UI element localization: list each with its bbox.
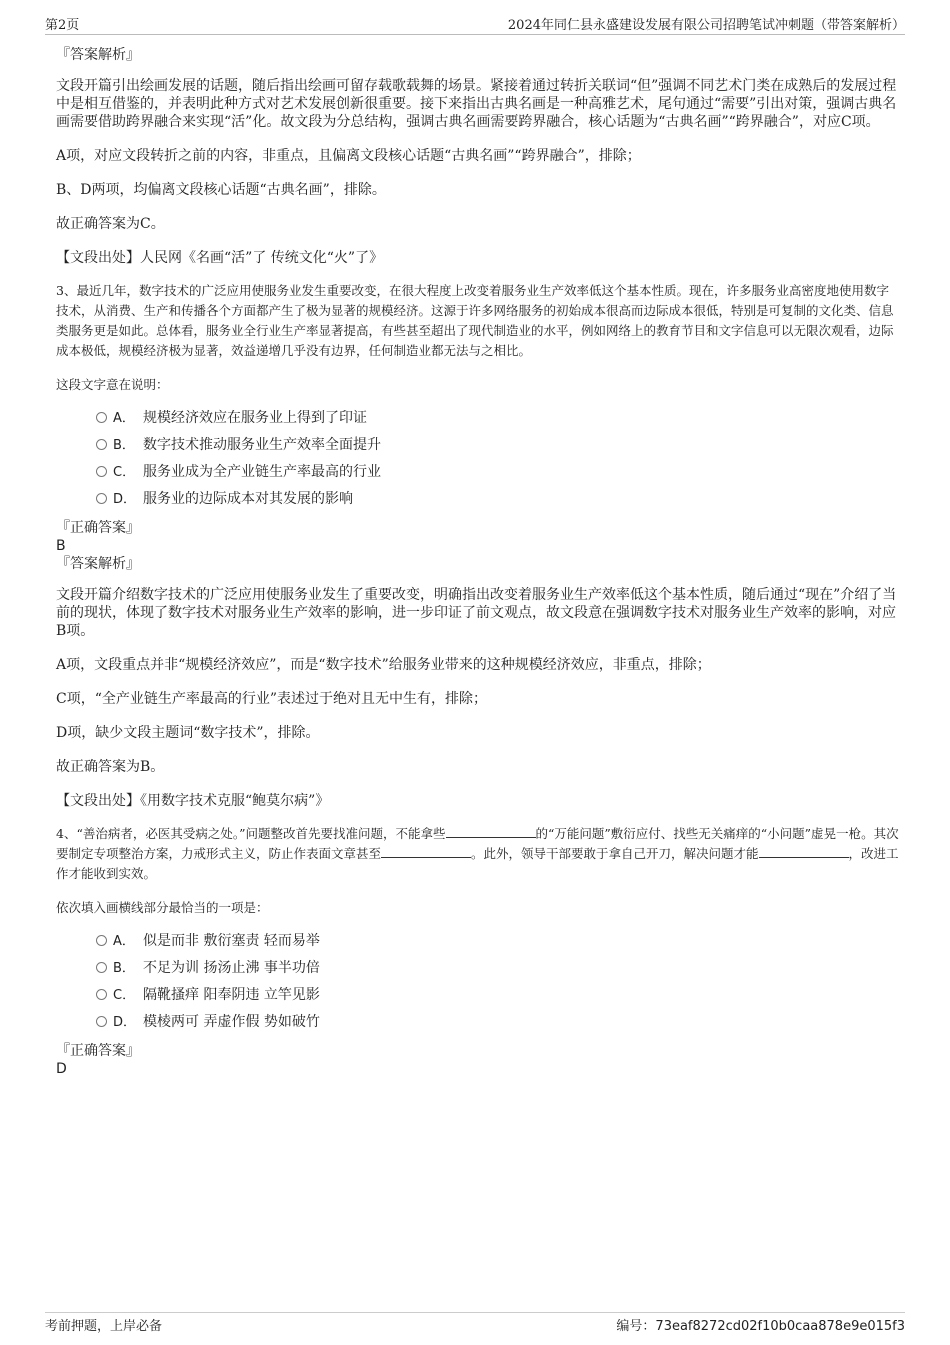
q3-analysis-title: 『答案解析』 [56, 556, 140, 572]
q4-option-d[interactable]: D． 模棱两可 弄虚作假 势如破竹 [96, 1009, 901, 1036]
document-title: 2024年同仁县永盛建设发展有限公司招聘笔试冲刺题（带答案解析） [507, 18, 905, 33]
q4-stem: 4、“善治病者，必医其受病之处。”问题整改首先要找准问题，不能拿些 的“万能问题”敷衍应付、找些无关痛痒的“小问题”虚晃一枪。其次要制定专项整治方案，力戒形式主义，防止作表面文章甚至 。此外，领导干部要敢于拿自己开刀，解决问题才能 ，改进工作才能收到实效。 [56, 826, 899, 881]
q3-option-b[interactable]: B． 数字技术推动服务业生产效率全面提升 [96, 432, 901, 459]
radio-icon[interactable] [96, 1016, 107, 1027]
q3-conclusion: 故正确答案为B。 [56, 759, 165, 775]
footer-slogan: 考前押题，上岸必备 [45, 1319, 163, 1334]
q4-option-c[interactable]: C． 隔靴搔痒 阳奉阴违 立竿见影 [96, 982, 901, 1009]
answer-blank [381, 845, 471, 858]
q2-a-note: A项，对应文段转折之前的内容，非重点，且偏离文段核心话题“古典名画”“跨界融合”，排除； [56, 148, 641, 164]
q2-conclusion: 故正确答案为C。 [56, 216, 165, 232]
q3-answer: B [56, 538, 66, 554]
page-number: 第2页 [45, 18, 80, 33]
q4-option-a[interactable]: A． 似是而非 敷衍塞责 轻而易举 [96, 928, 901, 955]
q2-analysis-title: 『答案解析』 [56, 47, 140, 63]
q3-option-c[interactable]: C． 服务业成为全产业链生产率最高的行业 [96, 459, 901, 486]
q3-prompt: 这段文字意在说明： [56, 377, 169, 392]
q3-option-d[interactable]: D． 服务业的边际成本对其发展的影响 [96, 486, 901, 513]
radio-icon[interactable] [96, 989, 107, 1000]
document-id: 编号：73eaf8272cd02f10b0caa878e9e015f3 [616, 1319, 905, 1334]
q3-stem: 3、最近几年，数字技术的广泛应用使服务业发生重要改变，在很大程度上改变着服务业生产效率低这个基本性质。现在，许多服务业高密度地使用数字技术，从消费、生产和传播各个方面都产生了极为显著的规模经济。这源于许多网络服务的初始成本很高而边际成本很低，特别是可复制的文化类、信息类服务更是如此。总体看，服务业全行业生产率显著提高，有些甚至超出了现代制造业的水平，例如网络上的教育节目和文字信息可以无限次观看，边际成本极低，规模经济极为显著，效益递增几乎没有边界，任何制造业都无法与之相比。 [56, 283, 894, 358]
radio-icon[interactable] [96, 935, 107, 946]
radio-icon[interactable] [96, 412, 107, 423]
q3-source: 【文段出处】《用数字技术克服“鲍莫尔病”》 [56, 793, 330, 809]
radio-icon[interactable] [96, 962, 107, 973]
radio-icon[interactable] [96, 439, 107, 450]
q2-source: 【文段出处】人民网《名画“活”了 传统文化“火”了》 [56, 250, 384, 266]
q3-a-note: A项，文段重点并非“规模经济效应”，而是“数字技术”给服务业带来的这种规模经济效应，非重点，排除； [56, 657, 711, 673]
q4-answer: D [56, 1061, 67, 1077]
q3-answer-title: 『正确答案』 [56, 520, 140, 536]
q4-answer-title: 『正确答案』 [56, 1043, 140, 1059]
page-footer [45, 1312, 905, 1334]
radio-icon[interactable] [96, 466, 107, 477]
radio-icon[interactable] [96, 493, 107, 504]
answer-blank [446, 825, 536, 838]
q3-c-note: C项，“全产业链生产率最高的行业”表述过于绝对且无中生有，排除； [56, 691, 488, 707]
q3-analysis: 文段开篇介绍数字技术的广泛应用使服务业发生了重要改变，明确指出改变着服务业生产效率低这个基本性质，随后通过“现在”介绍了当前的现状，体现了数字技术对服务业生产效率的影响，进一步印证了前文观点，故文段意在强调数字技术对服务业生产效率的影响，对应B项。 [56, 587, 897, 639]
answer-blank [759, 845, 849, 858]
page-content [56, 46, 901, 1078]
page-header [45, 14, 905, 35]
q2-bd-note: B、D两项，均偏离文段核心话题“古典名画”，排除。 [56, 182, 386, 198]
q4-option-b[interactable]: B． 不足为训 扬汤止沸 事半功倍 [96, 955, 901, 982]
q4-options [56, 928, 901, 1036]
q3-options [56, 405, 901, 513]
q3-option-a[interactable]: A． 规模经济效应在服务业上得到了印证 [96, 405, 901, 432]
q3-d-note: D项，缺少文段主题词“数字技术”，排除。 [56, 725, 320, 741]
q2-analysis: 文段开篇引出绘画发展的话题，随后指出绘画可留存载歌载舞的场景。紧接着通过转折关联词“但”强调不同艺术门类在成熟后的发展过程中是相互借鉴的，并表明此种方式对艺术发展创新很重要。接下来指出古典名画是一种高雅艺术，尾句通过“需要”引出对策，强调古典名画需要借助跨界融合来实现“活”化。故文段为分总结构，强调古典名画需要跨界融合，核心话题为“古典名画”“跨界融合”，对应C项。 [56, 78, 897, 130]
q4-prompt: 依次填入画横线部分最恰当的一项是： [56, 900, 269, 915]
